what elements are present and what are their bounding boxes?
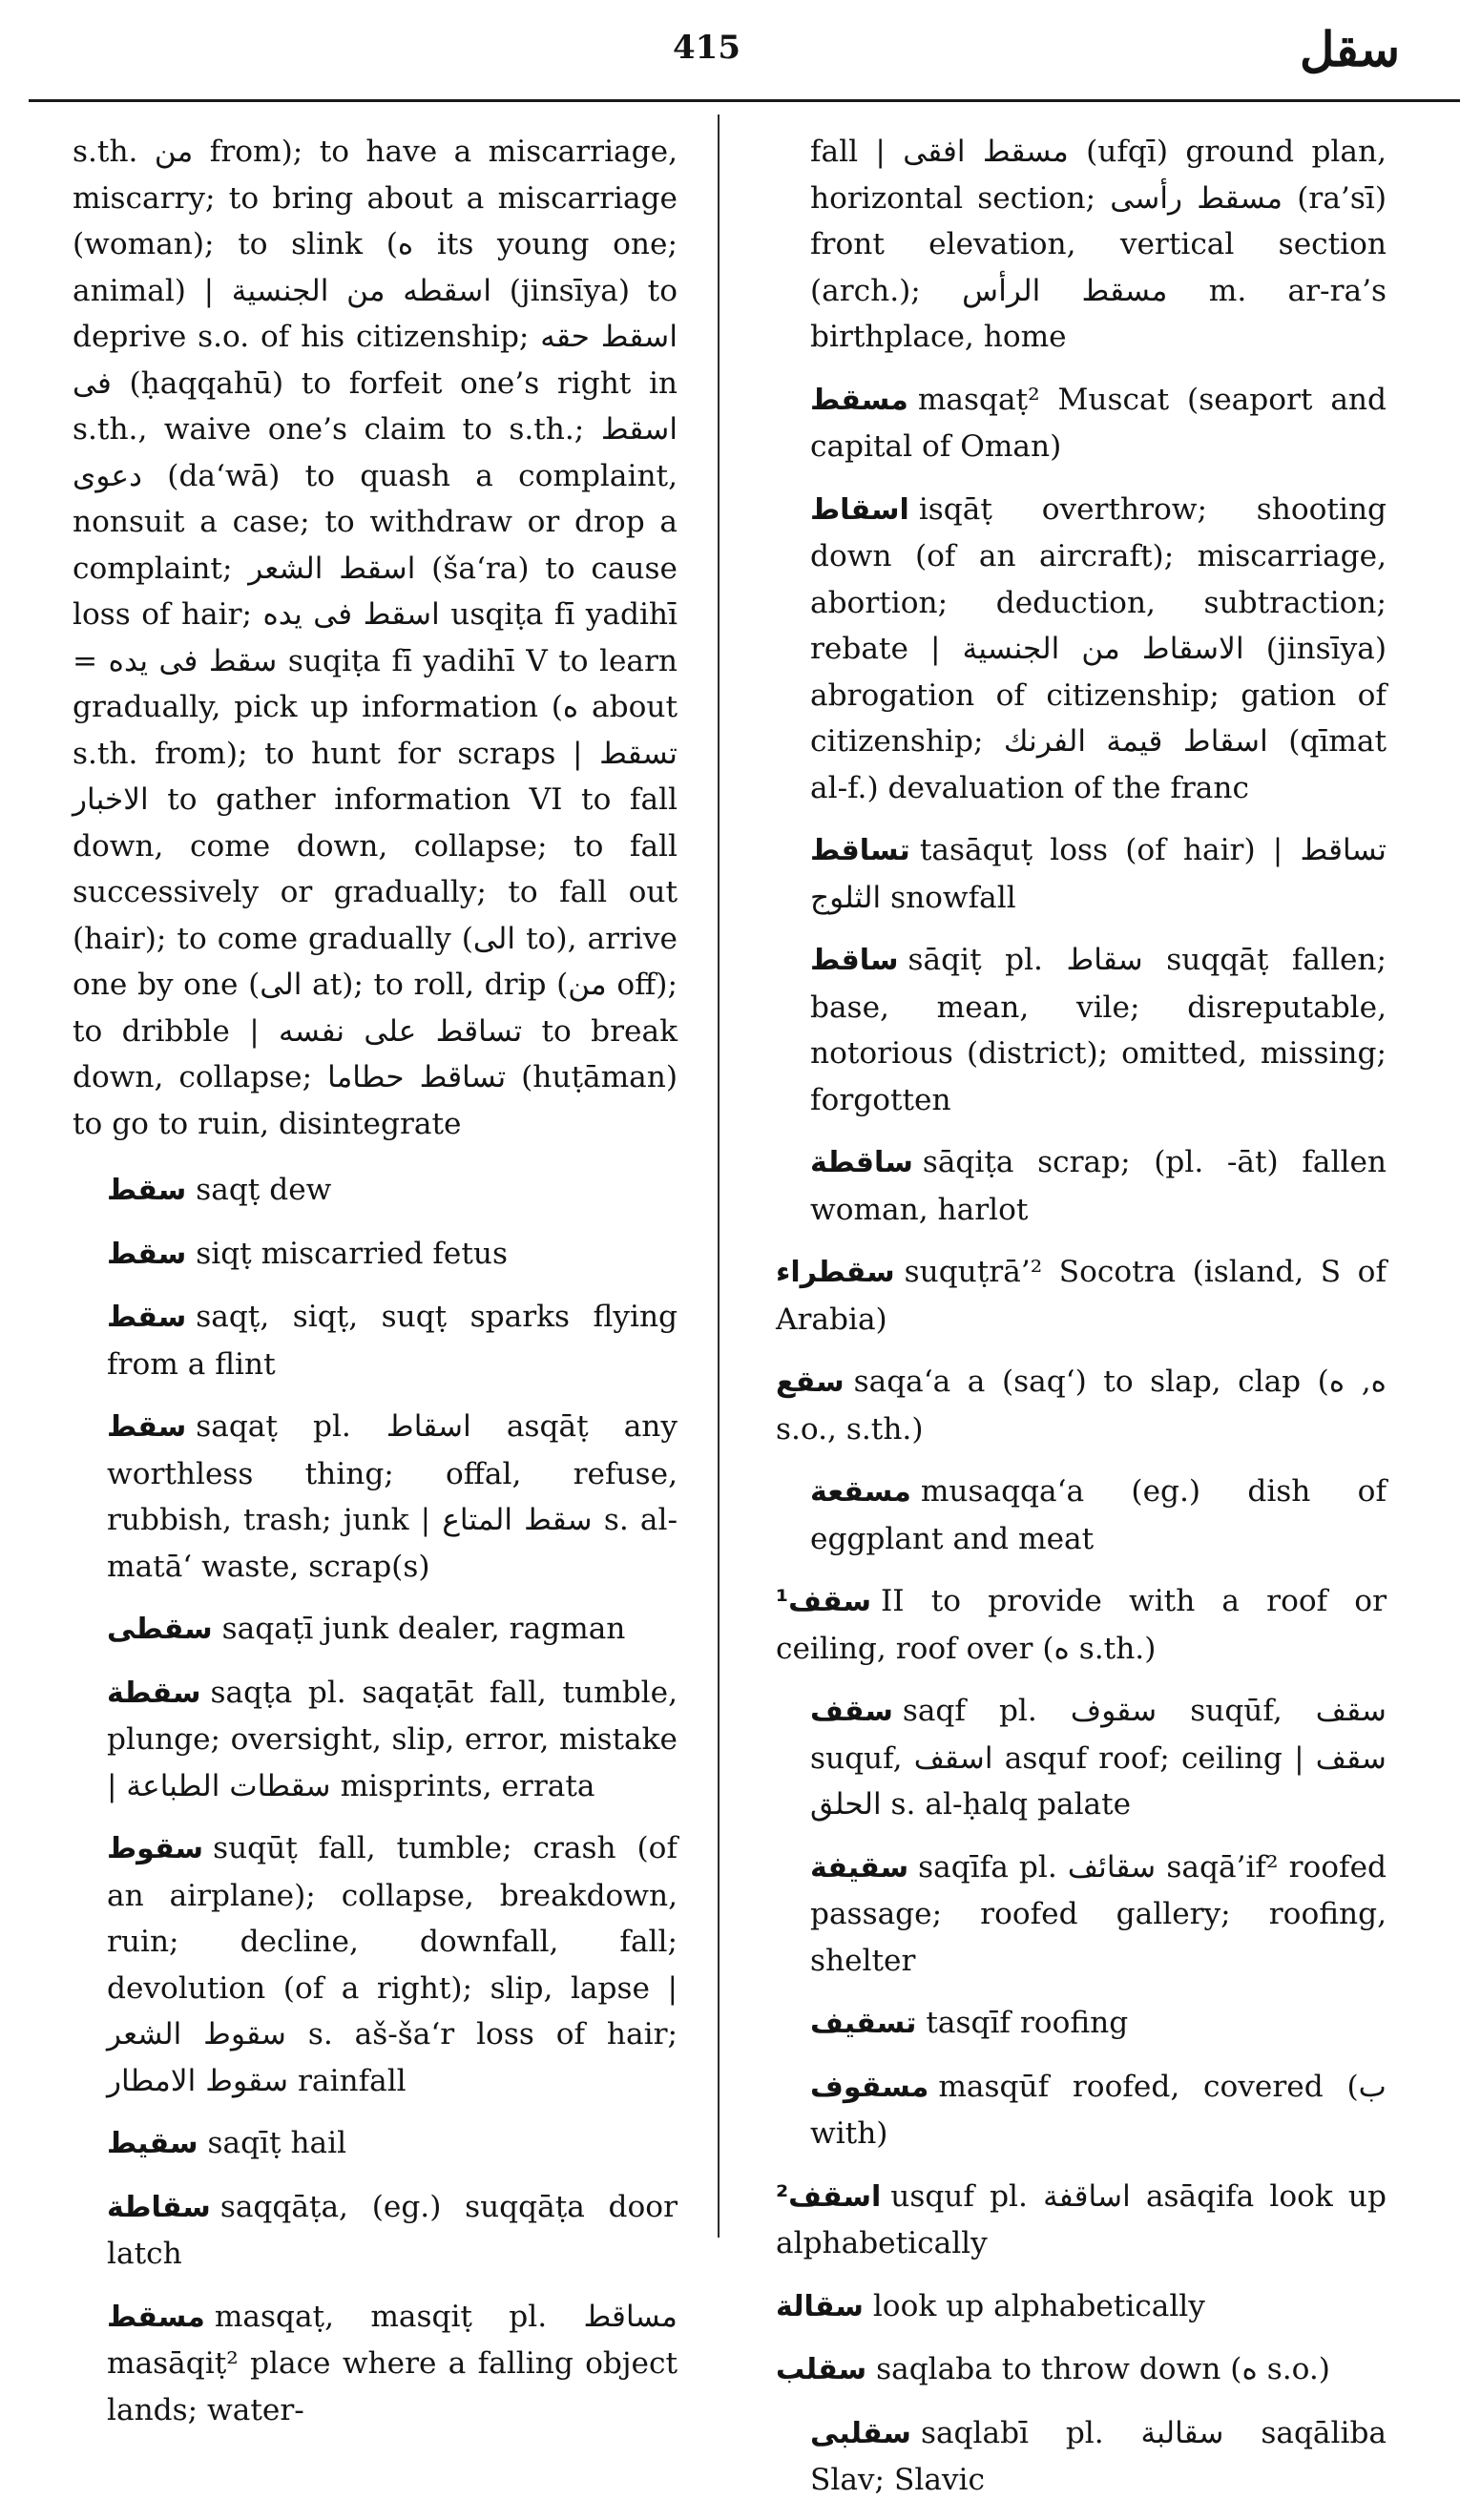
dictionary-entry xyxy=(776,937,1387,1123)
entry-text: saqf pl. سقوف suqūf, سقف suquf, اسقف asquf roof; ceiling | سقف الحلق s. al-ḥalq palate xyxy=(810,1694,1387,1822)
entry-text: suquṭrā’² Socotra (island, S of Arabia) xyxy=(776,1255,1387,1337)
entry-text: saqīfa pl. سقائف saqā’if² roofed passage; roofed gallery; roofing, shelter xyxy=(810,1849,1387,1978)
entry-headword: سقلب xyxy=(776,2353,867,2386)
running-head: سقل xyxy=(1299,21,1400,77)
entry-text: fall | مسقط افقى (ufqī) ground plan, horizontal section; مسقط رأسى (ra’sī) front elevation, vertical section (arch.); مسقط الرأس m. ar-ra’s birthplace, home xyxy=(810,135,1387,354)
dictionary-entry xyxy=(776,1578,1387,1672)
entry-text: s.th. من from); to have a miscarriage, miscarry; to bring about a miscarriage (woman); to slink (ه its young one; animal) | اسقطه من الجنسية (jinsīya) to deprive s.o. of his citizenship; اسقط حقه فى (ḥaqqahū) to forfeit one’s right in s.th., waive one’s claim to s.th.; اسقط دعوى (da‘wā) to quash a complaint, nonsuit a case; to withdraw or drop a complaint; اسقط الشعر (ša‘ra) to cause loss of hair; اسقط فى يده usqiṭa fī yadihī = سقط فى يده suqiṭa fī yadihī V to learn gradually, pick up information (ه about s.th. from); to hunt for scraps | تسقط الاخبار to gather information VI to fall down, come down, collapse; to fall successively or gradually; to fall out (hair); to come gradually (الى to), arrive one by one (الى at); to roll, drip (من off); to dribble | تساقط على نفسه to break down, collapse; تساقط حطاما (huṭāman) to go to ruin, disintegrate xyxy=(73,135,678,1141)
entry-text: look up alphabetically xyxy=(872,2288,1205,2323)
entry-headword: ²اسقف xyxy=(776,2179,882,2214)
dictionary-entry xyxy=(776,1468,1387,1562)
entry-headword: تساقط xyxy=(810,834,910,867)
entry-text: saqlabī pl. سقالبة saqāliba Slav; Slavic xyxy=(810,2415,1387,2497)
entry-text: tasāquṭ loss (of hair) | تساقط الثلوج snowfall xyxy=(810,833,1387,915)
dictionary-entry xyxy=(776,1359,1387,1452)
dictionary-entry xyxy=(73,1294,678,1387)
dictionary-entry xyxy=(776,1249,1387,1343)
dictionary-entry xyxy=(776,487,1387,812)
entry-text: saqqāṭa, (eg.) suqqāṭa door latch xyxy=(107,2189,678,2271)
dictionary-entry xyxy=(776,827,1387,921)
dictionary-entry xyxy=(776,1688,1387,1828)
dictionary-entry xyxy=(73,2184,678,2278)
entry-headword: سقع xyxy=(776,1365,845,1399)
left-column xyxy=(73,129,678,2449)
entry-text: sāqiṭa scrap; (pl. -āt) fallen woman, harlot xyxy=(810,1145,1387,1227)
entry-headword: مسقط xyxy=(810,383,908,417)
entry-text: tasqīf roofing xyxy=(926,2006,1129,2040)
dictionary-entry xyxy=(73,1404,678,1590)
entry-headword: سقط xyxy=(107,1174,187,1207)
entry-headword: سقالة xyxy=(776,2289,864,2323)
dictionary-entry xyxy=(73,2294,678,2434)
entry-headword: سقيط xyxy=(107,2127,198,2160)
entry-headword: تسقيف xyxy=(810,2007,917,2040)
entry-headword: سقف xyxy=(810,1695,893,1728)
dictionary-entry xyxy=(73,129,678,1147)
dictionary-entry xyxy=(776,1844,1387,1985)
entry-headword: اسقاط xyxy=(810,492,909,527)
dictionary-entry xyxy=(73,1231,678,1279)
dictionary-entry xyxy=(73,1825,678,2104)
entry-text: saqṭ, siqṭ, suqṭ sparks flying from a flint xyxy=(107,1300,678,1382)
entry-headword: مسقط xyxy=(107,2300,205,2334)
entry-headword: مسقعة xyxy=(810,1475,911,1509)
dictionary-entry xyxy=(776,2174,1387,2267)
entry-text: masqaṭ² Muscat (seaport and capital of Oman) xyxy=(810,382,1387,464)
entry-text: saqlaba to throw down (ه s.o.) xyxy=(876,2352,1330,2386)
entry-text: siqṭ miscarried fetus xyxy=(196,1236,508,1271)
entry-headword: مسقوف xyxy=(810,2070,929,2104)
entry-headword: سقوط xyxy=(107,1832,204,1865)
dictionary-entry xyxy=(776,2410,1387,2504)
entry-headword: سقط xyxy=(107,1237,187,1271)
entry-text: sāqiṭ pl. سقاط suqqāṭ fallen; base, mean, vile; disreputable, notorious (district); omitted, missing; forgotten xyxy=(810,943,1387,1117)
dictionary-entry xyxy=(776,2346,1387,2394)
entry-headword: سقطى xyxy=(107,1613,213,1646)
entry-text: saqṭ dew xyxy=(196,1173,332,1207)
dictionary-entry xyxy=(776,129,1387,361)
dictionary-entry xyxy=(73,1606,678,1654)
entry-headword: سقط xyxy=(107,1301,187,1334)
entry-text: isqāṭ overthrow; shooting down (of an aircraft); miscarriage, abortion; deduction, subtraction; rebate | الاسقاط من الجنسية (jinsīya) abrogation of citizenship; gation of citizenship; اسقاط قيمة الفرنك (qīmat al-f.) devaluation of the franc xyxy=(810,491,1387,805)
header-rule xyxy=(29,99,1460,102)
right-column xyxy=(776,129,1387,2520)
dictionary-entry xyxy=(776,377,1387,470)
dictionary-entry xyxy=(73,1670,678,1810)
entry-headword: سقاطة xyxy=(107,2190,211,2224)
column-divider xyxy=(718,115,720,2238)
dictionary-entry xyxy=(73,1167,678,1215)
entry-headword: ساقط xyxy=(810,944,899,977)
entry-text: II to provide with a roof or ceiling, roof over (ه s.th.) xyxy=(776,1584,1387,1666)
dictionary-entry xyxy=(776,2000,1387,2048)
entry-headword: سقطراء xyxy=(776,1256,895,1289)
entry-text: saqaṭ pl. اسقاط asqāṭ any worthless thing; offal, refuse, rubbish, trash; junk | سقط المتاع s. al-matā‘ waste, scrap(s) xyxy=(107,1409,678,1584)
entry-text: musaqqa‘a (eg.) dish of eggplant and meat xyxy=(810,1474,1387,1556)
entry-text: masqaṭ, masqiṭ pl. مساقط masāqiṭ² place where a falling object lands; water- xyxy=(107,2299,678,2427)
entry-text: saqa‘a a (saq‘) to slap, clap (ه, ه s.o., s.th.) xyxy=(776,1364,1387,1447)
entry-headword: سقطة xyxy=(107,1676,201,1710)
page-number: 415 xyxy=(673,29,740,67)
dictionary-entry xyxy=(776,2283,1387,2331)
entry-text: masqūf roofed, covered (ب with) xyxy=(810,2069,1387,2151)
entry-text: saqṭa pl. saqaṭāt fall, tumble, plunge; oversight, slip, error, mistake | سقطات الطباعة misprints, errata xyxy=(107,1675,678,1803)
entry-headword: ¹سقف xyxy=(776,1585,871,1618)
dictionary-entry xyxy=(776,1139,1387,1233)
entry-text: saqaṭī junk dealer, ragman xyxy=(221,1612,626,1646)
entry-headword: سقلبى xyxy=(810,2416,911,2450)
entry-text: usquf pl. اساقفة asāqifa look up alphabetically xyxy=(776,2178,1387,2260)
page-header xyxy=(0,0,1481,105)
entry-text: saqīṭ hail xyxy=(207,2126,347,2160)
entry-headword: ساقطة xyxy=(810,1146,913,1179)
dictionary-entry xyxy=(776,2064,1387,2157)
entry-headword: سقيفة xyxy=(810,1850,909,1885)
entry-headword: سقط xyxy=(107,1410,187,1444)
entry-text: suqūṭ fall, tumble; crash (of an airplane); collapse, breakdown, ruin; decline, downfall, fall; devolution (of a right); slip, lapse | سقوط الشعر s. aš-ša‘r loss of hair; سقوط الامطار rainfall xyxy=(107,1831,678,2098)
dictionary-entry xyxy=(73,2120,678,2168)
